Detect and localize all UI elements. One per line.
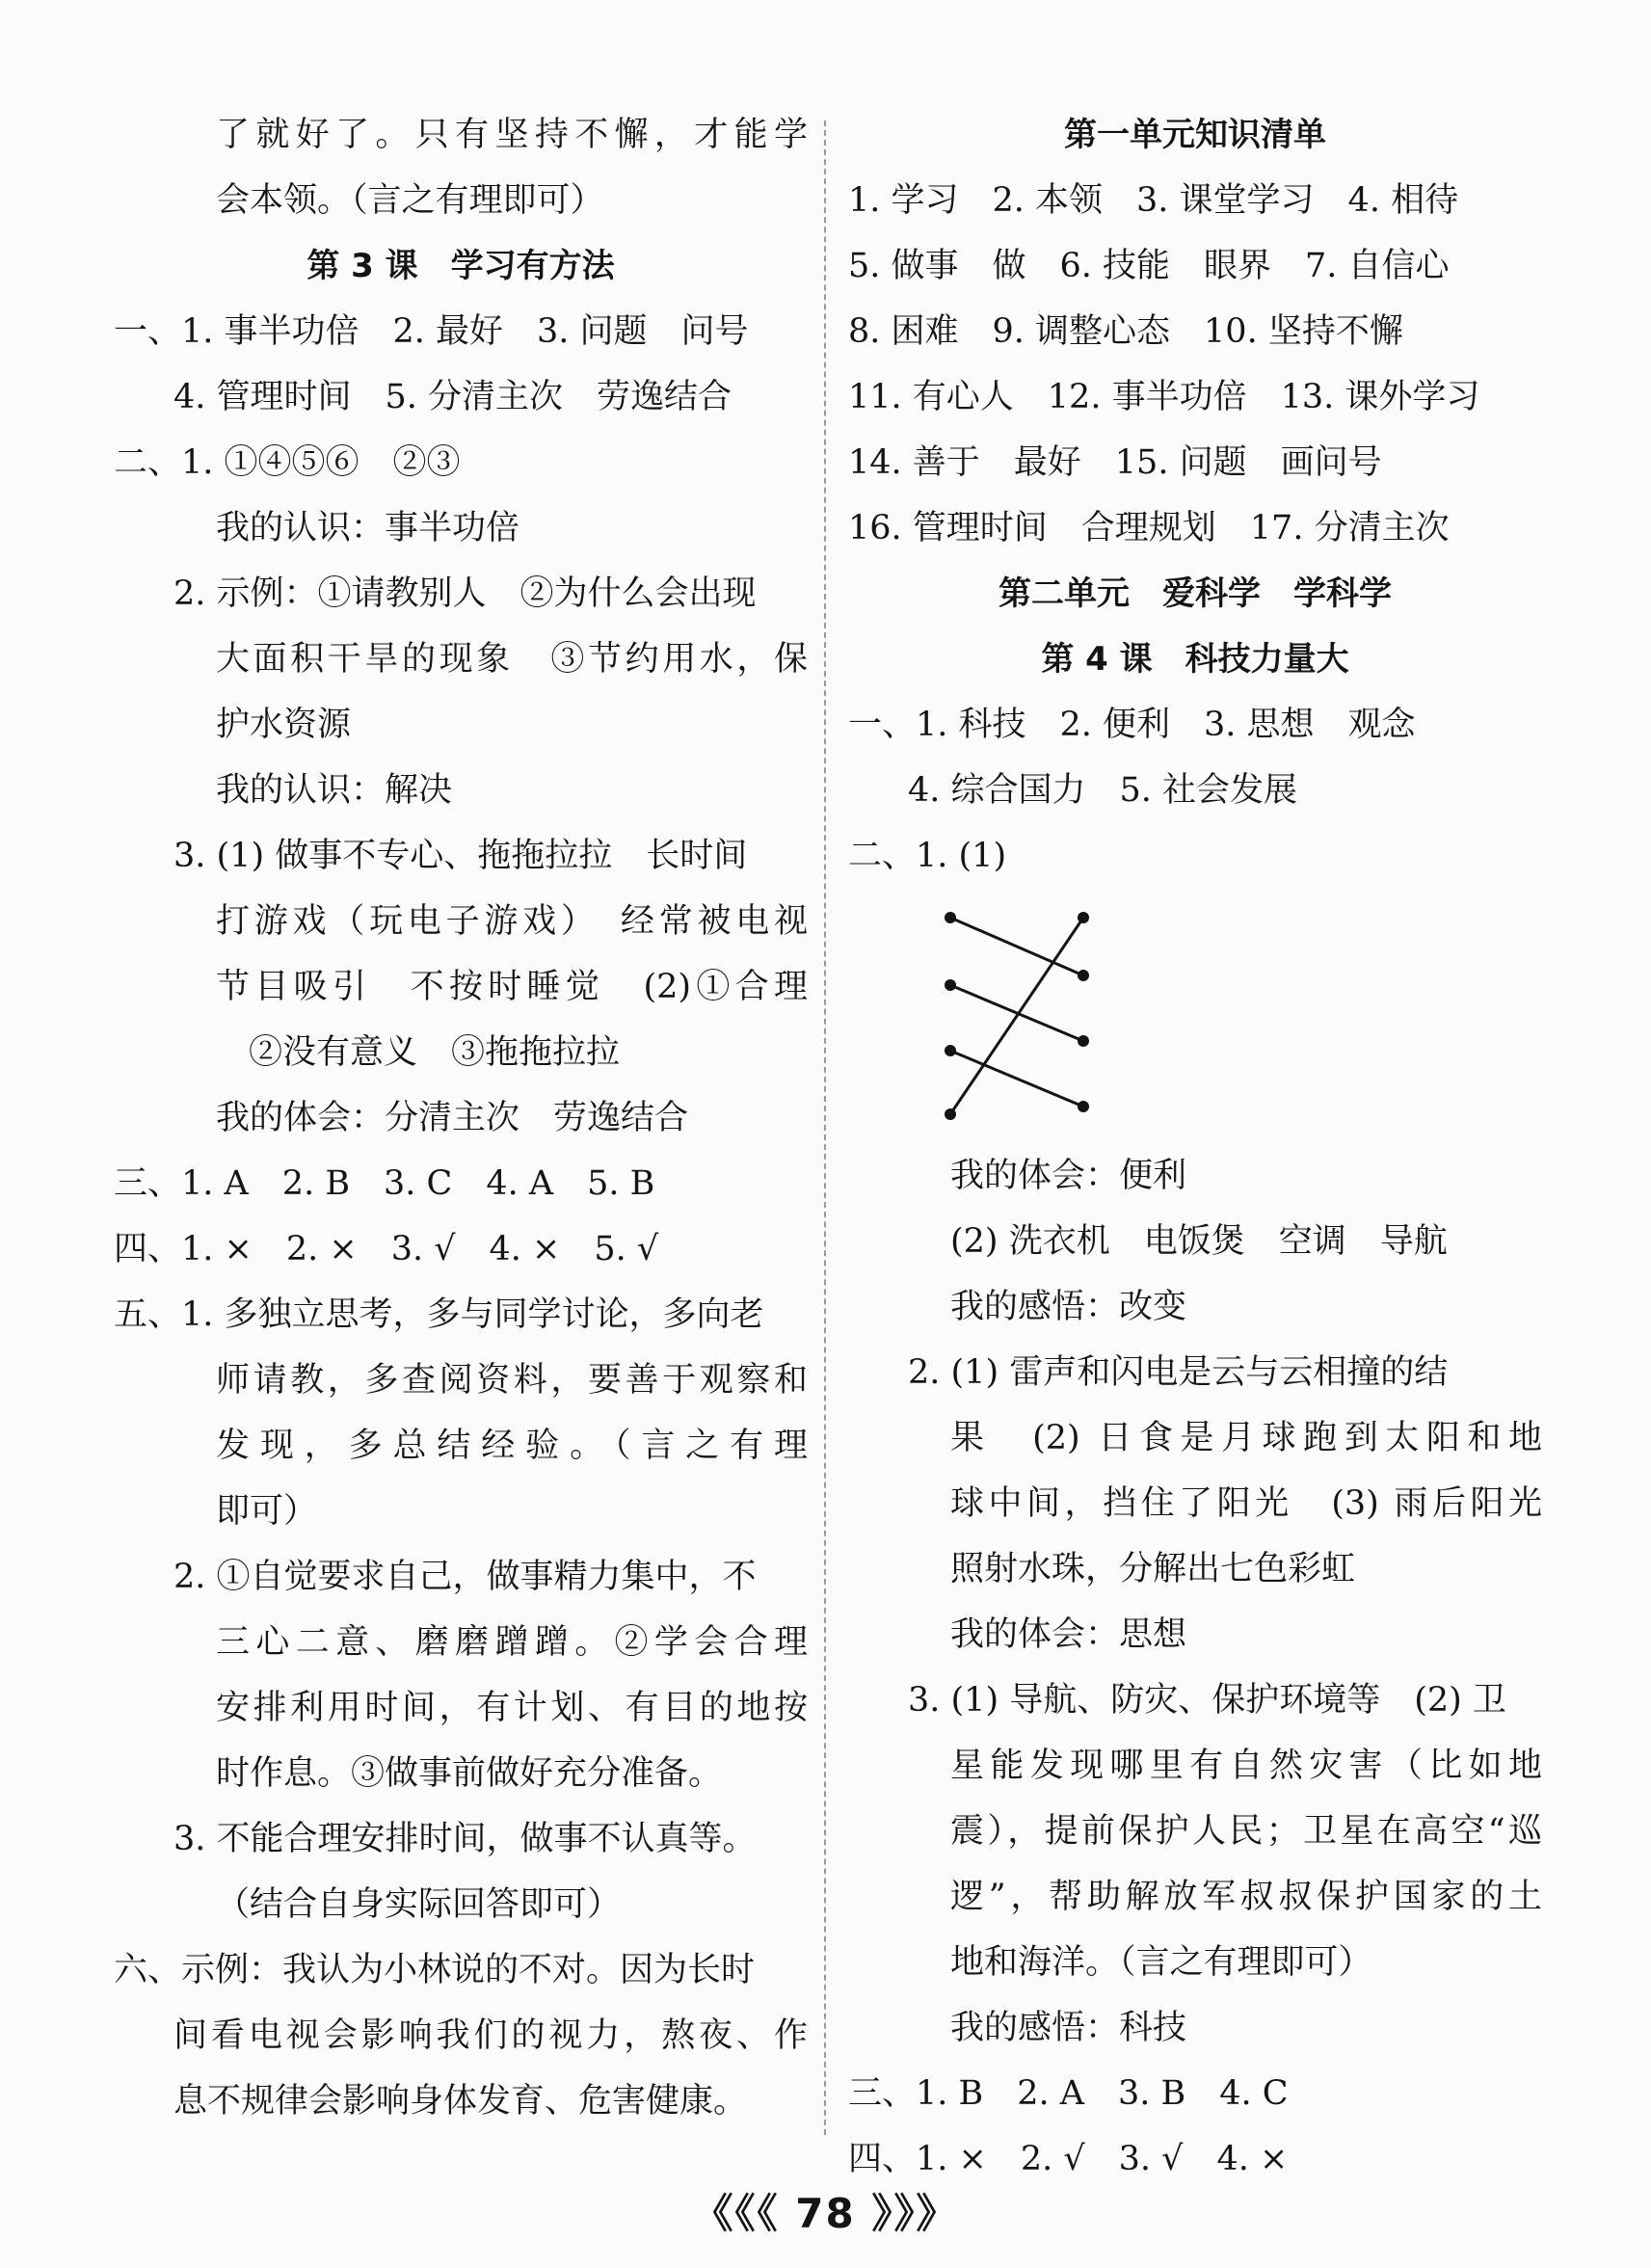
- answer-line: 3. (1) 导航、防灾、保护环境等 (2) 卫: [908, 1681, 1506, 1720]
- answer-line: 会本领。（言之有理即可）: [216, 181, 604, 220]
- answer-line: 14. 善于 最好 15. 问题 画问号: [848, 443, 1382, 482]
- answer-line: ②没有意义 ③拖拖拉拉: [249, 1033, 621, 1072]
- match-dot-left-4: [945, 1108, 956, 1120]
- footer-decor-left: 《《《: [692, 2190, 780, 2237]
- answer-line: 三心二意、磨磨蹭蹭。②学会合理: [216, 1623, 808, 1662]
- match-dot-right-2: [1078, 970, 1089, 981]
- right-column: [848, 102, 1542, 2192]
- answer-line: 打游戏（玩电子游戏） 经常被电视: [216, 902, 808, 941]
- column-divider: [824, 120, 826, 2135]
- answer-line: 了就好了。只有坚持不懈，才能学: [216, 116, 808, 154]
- answer-line: 震），提前保护人民；卫星在高空“巡: [950, 1812, 1542, 1851]
- answer-line: 节目吸引 不按时睡觉 (2)①合理: [216, 968, 808, 1006]
- answer-line: 4. 综合国力 5. 社会发展: [908, 771, 1298, 810]
- answer-line: 五、1. 多独立思考，多与同学讨论，多向老: [114, 1295, 764, 1334]
- answer-line: 我的感悟：科技: [950, 2009, 1187, 2047]
- answer-line: 发现，多总结经验。（言之有理: [216, 1427, 808, 1465]
- answer-line: 1. 学习 2. 本领 3. 课堂学习 4. 相待: [848, 181, 1459, 220]
- footer-decor-right: 》》》: [871, 2190, 959, 2237]
- right-column-top: [848, 102, 1542, 889]
- answer-line: 2. (1) 雷声和闪电是云与云相撞的结: [908, 1353, 1449, 1392]
- answer-line: 即可）: [216, 1492, 318, 1531]
- answer-line: 8. 困难 9. 调整心态 10. 坚持不懈: [848, 312, 1403, 351]
- answer-line: 星能发现哪里有自然灾害（比如地: [950, 1747, 1542, 1785]
- match-dot-left-1: [945, 912, 956, 923]
- answer-line: 我的感悟：改变: [950, 1288, 1187, 1326]
- answer-line: 一、1. 科技 2. 便利 3. 思想 观念: [848, 706, 1416, 744]
- section-heading: 第 4 课 科技力量大: [1041, 640, 1349, 679]
- answer-line: （结合自身实际回答即可）: [216, 1885, 622, 1924]
- answer-line: 四、1. × 2. √ 3. √ 4. ×: [848, 2140, 1289, 2178]
- match-dot-left-3: [945, 1045, 956, 1056]
- section-heading: 第一单元知识清单: [1064, 116, 1326, 154]
- matching-diagram: [848, 889, 1542, 1143]
- answer-line: 11. 有心人 12. 事半功倍 13. 课外学习: [848, 378, 1480, 416]
- answer-line: 球中间，挡住了阳光 (3) 雨后阳光: [950, 1484, 1542, 1523]
- section-heading: 第二单元 爱科学 学科学: [999, 574, 1392, 613]
- page-number: 78: [795, 2190, 856, 2237]
- match-dot-right-1: [1078, 912, 1089, 923]
- match-dot-right-3: [1078, 1035, 1089, 1047]
- answer-line: 间看电视会影响我们的视力，熬夜、作: [173, 2016, 808, 2055]
- answer-line: 地和海洋。（言之有理即可）: [950, 1943, 1372, 1982]
- answer-line: 安排利用时间，有计划、有目的地按: [216, 1689, 808, 1727]
- answer-line: 三、1. B 2. A 3. B 4. C: [848, 2074, 1289, 2113]
- match-line-2: [950, 985, 1083, 1041]
- match-line-3: [950, 1051, 1083, 1107]
- answer-line: 5. 做事 做 6. 技能 眼界 7. 自信心: [848, 247, 1450, 285]
- answer-line: 息不规律会影响身体发育、危害健康。: [173, 2082, 748, 2121]
- answer-line: 时作息。③做事前做好充分准备。: [216, 1754, 723, 1793]
- left-column: [114, 102, 808, 2134]
- matching-lines-figure: [941, 908, 1114, 1124]
- answer-line: 2. ①自觉要求自己，做事精力集中，不: [173, 1558, 757, 1596]
- answer-line: 3. (1) 做事不专心、拖拖拉拉 长时间: [173, 837, 748, 875]
- answer-line: 我的认识：解决: [216, 771, 453, 810]
- answer-line: 逻”，帮助解放军叔叔保护国家的土: [950, 1878, 1542, 1916]
- answer-line: 二、1. (1): [848, 837, 1007, 875]
- answer-line: 二、1. ①④⑤⑥ ②③: [114, 443, 461, 482]
- answer-line: 护水资源: [216, 706, 352, 744]
- answer-line: 3. 不能合理安排时间，做事不认真等。: [173, 1820, 757, 1858]
- answer-line: 16. 管理时间 合理规划 17. 分清主次: [848, 509, 1450, 547]
- answer-line: 4. 管理时间 5. 分清主次 劳逸结合: [173, 378, 732, 416]
- answer-line: 三、1. A 2. B 3. C 4. A 5. B: [114, 1164, 655, 1203]
- section-heading: 第 3 课 学习有方法: [306, 247, 615, 285]
- answer-line: 我的体会：分清主次 劳逸结合: [216, 1099, 689, 1137]
- answer-line: 大面积干旱的现象 ③节约用水，保: [216, 640, 808, 679]
- answer-line: (2) 洗衣机 电饭煲 空调 导航: [950, 1222, 1448, 1261]
- match-dot-right-4: [1078, 1101, 1089, 1112]
- answer-line: 师请教，多查阅资料，要善于观察和: [216, 1361, 808, 1400]
- answer-line: 照射水珠，分解出七色彩虹: [950, 1550, 1356, 1588]
- answer-line: 2. 示例：①请教别人 ②为什么会出现: [173, 574, 757, 613]
- answer-line: 我的体会：思想: [950, 1615, 1187, 1654]
- answer-line: 我的体会：便利: [950, 1157, 1187, 1195]
- answer-line: 我的认识：事半功倍: [216, 509, 520, 547]
- answer-line: 一、1. 事半功倍 2. 最好 3. 问题 问号: [114, 312, 749, 351]
- page-footer: [0, 2182, 1651, 2240]
- answer-line: 果 (2) 日食是月球跑到太阳和地: [950, 1419, 1542, 1457]
- match-dot-left-2: [945, 979, 956, 991]
- answer-line: 六、示例：我认为小林说的不对。因为长时: [114, 1951, 756, 1989]
- right-column-bottom: [848, 1143, 1542, 2192]
- answer-line: 四、1. × 2. × 3. √ 4. × 5. √: [114, 1230, 659, 1268]
